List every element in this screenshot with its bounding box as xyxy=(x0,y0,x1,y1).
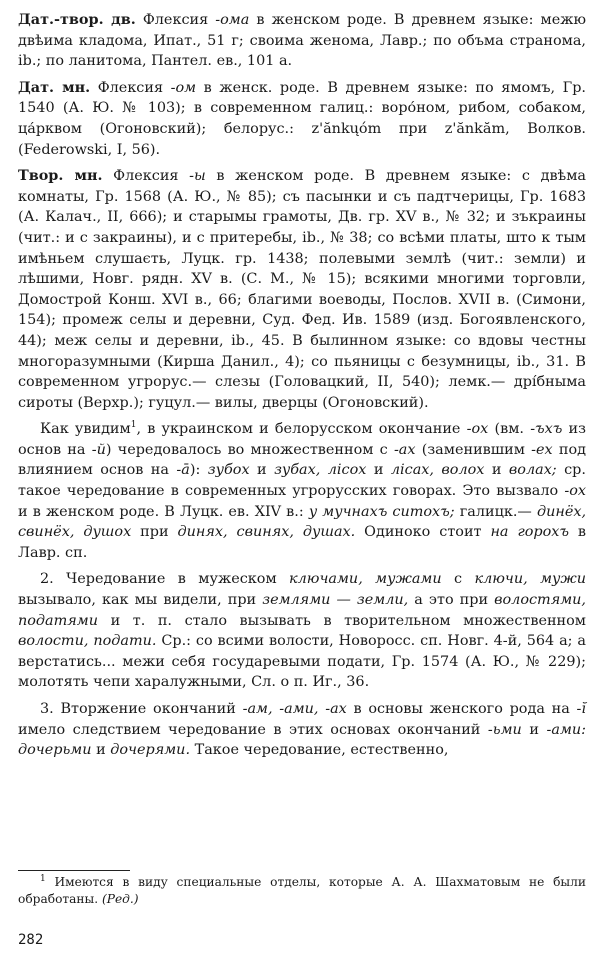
italic-text: -ох xyxy=(466,421,489,438)
text-run: в женск. роде. В древнем языке: по ямомъ, Гр. 1540 (А. Ю. № 103); в современном галиц.: воро́ном, рибом, собаком, ца́рквом (Огоновский); белорус.: z'ănkųóm при z'ănkăm, Волков. (Federowski, I, 56). xyxy=(18,79,586,158)
text-run: ): xyxy=(189,462,208,479)
text-run: , в украинском и белорусском окончание xyxy=(136,421,467,438)
italic-text: -ĭ xyxy=(576,701,586,717)
paragraph-heading: Твор. мн. xyxy=(18,167,103,185)
text-run: и xyxy=(521,721,547,738)
italic-text: -ом xyxy=(170,79,197,96)
italic-text: -ā xyxy=(176,462,190,479)
footnote-editor-note: (Ред.) xyxy=(102,892,139,906)
italic-text: у мучнахъ ситохъ; xyxy=(308,503,455,520)
italic-text: зубах, лісох xyxy=(274,462,367,479)
text-run: вызывало, как мы видели, при xyxy=(18,592,263,609)
paragraph-p-kak-uvidim xyxy=(18,419,586,563)
italic-text: -й xyxy=(91,441,106,458)
italic-text: -ъхъ xyxy=(530,421,563,438)
italic-text: -ам, -ами, -ах xyxy=(242,701,347,717)
text-run: Как увидим xyxy=(40,421,131,438)
paragraph-p-2 xyxy=(18,569,586,693)
paragraph-instr-pl xyxy=(18,166,586,413)
footnote xyxy=(18,874,586,908)
text-run: ) чередовалось во множественном с xyxy=(105,441,394,458)
text-run: имело следствием чередование в этих основах окончаний xyxy=(18,721,488,738)
italic-text: на горохъ xyxy=(490,524,569,541)
italic-text: ключами, мужами xyxy=(289,571,442,588)
italic-text: -ами: дочерьми xyxy=(18,721,586,759)
text-run: галицк.— xyxy=(454,503,537,520)
text-run: 3. Вторжение окончаний xyxy=(40,701,243,717)
page-number: 282 xyxy=(18,932,44,948)
text-run: Одиноко стоит xyxy=(355,524,491,541)
italic-text: -ох xyxy=(564,483,586,500)
paragraph-heading: Дат. мн. xyxy=(18,78,91,96)
paragraph-dat-pl xyxy=(18,78,586,160)
text-run: в женском роде. В древнем языке: с двѣма комнаты, Гр. 1568 (А. Ю., № 85); съ пасынки и съ падтчерицы, Гр. 1683 (А. Калач., II, 666); и старымы грамоты, Дв. гр. XV в., № 32; и зъкраины (чит.: и с закраины), и с притеребы, ib., № 38; со всѣми платы, што к тым имѣньем слушаєть, Луцк. гр. 1438; полевыми землѣ (чит.: земли) и лѣшими, Новг. рядн. XV в. (С. М., № 15); всякими многими торговли, Домострой Конш. XVI в., 66; благими воеводы, Послов. XVII в. (Симони, 154); промеж селы и деревни, Суд. Фед. Ив. 1589 (изд. Богоявленского, 44); меж селы и деревни, ib., 45. В былинном языке: со вдовы честны многоразумными (Кирша Данил., 4); со пьяницы с безумницы, ib., 31. В современном угрорус.— слезы (Головацкий, II, 540); лемк.— дрі́бныма сироты (Верхр.); гуцул.— вилы, дверцы (Огоновский). xyxy=(18,168,586,411)
italic-text: -ома xyxy=(215,12,250,28)
paragraph-p-3 xyxy=(18,699,586,761)
text-run: а это при xyxy=(408,592,495,609)
page-body xyxy=(18,10,586,767)
italic-text: лісах, волох xyxy=(390,462,485,479)
footnote-marker: 1 xyxy=(40,873,46,884)
text-run: в основы женского рода на xyxy=(346,701,577,717)
text-run: под влиянием основ на xyxy=(18,441,586,479)
text-run: Такое чередование, естественно, xyxy=(190,742,449,759)
text-run: Флексия xyxy=(90,79,171,96)
italic-text: -ах xyxy=(393,441,416,458)
italic-text: землями — земли, xyxy=(262,592,409,609)
text-run: Флексия xyxy=(135,12,216,28)
text-run: и в женском роде. В Луцк. ев. XIV в.: xyxy=(18,503,309,520)
footnote-text: Имеются в виду специальные отделы, которые А. А. Шахматовым не были обработаны. xyxy=(18,875,586,906)
text-run: ср. такое чередование в современных угрорусских говорах. Это вызвало xyxy=(18,462,586,500)
italic-text: динях, свинях, душах. xyxy=(177,524,356,541)
footnote-rule xyxy=(18,870,130,871)
paragraph-heading: Дат.-твор. дв. xyxy=(18,11,136,28)
text-run: с xyxy=(441,571,475,588)
text-run: и т. п. стало вызывать в творительном множественном xyxy=(98,612,586,629)
italic-text: -ех xyxy=(531,441,553,458)
text-run: Флексия xyxy=(102,168,190,185)
italic-text: волости, подати. xyxy=(18,633,157,650)
text-run: Ср.: со всими волости, Новоросс. сп. Новг. 4-й, 564 а; а верстатись... межи себя государевыми подати, Гр. 1574 (А. Ю., № 229); молотять чепи харалужными, Сл. о п. Иг., 36. xyxy=(18,633,586,691)
italic-text: -ьми xyxy=(487,721,522,738)
text-run: в женском роде. В древнем языке: межю двѣима кладома, Ипат., 51 г; своима женома, Лавр.; по объма странома, ib.; по ланитома, Пантел. ев., 101 а. xyxy=(18,12,586,70)
text-run: и xyxy=(366,462,391,479)
footnote-reference[interactable]: 1 xyxy=(130,420,137,431)
italic-text: ключи, мужи xyxy=(474,571,587,588)
text-run: из основ на xyxy=(18,421,587,458)
italic-text: зубох xyxy=(207,462,250,479)
text-run: и xyxy=(484,462,509,479)
italic-text: волостями, податями xyxy=(18,592,586,629)
text-run: и xyxy=(91,742,111,759)
italic-text: -ы xyxy=(189,168,206,185)
text-run: (заменившим xyxy=(415,441,532,458)
paragraph-dual-dat-instr xyxy=(18,10,586,72)
text-run: и xyxy=(249,462,275,479)
italic-text: дочерями. xyxy=(110,742,191,759)
italic-text: волах; xyxy=(508,462,557,479)
italic-text: динëх, свинëх, душох xyxy=(18,503,587,541)
text-run: 2. Чередование в мужеском xyxy=(40,571,290,588)
text-run: при xyxy=(131,524,178,541)
text-run: (вм. xyxy=(488,421,531,438)
text-run: в Лавр. сп. xyxy=(18,524,587,561)
